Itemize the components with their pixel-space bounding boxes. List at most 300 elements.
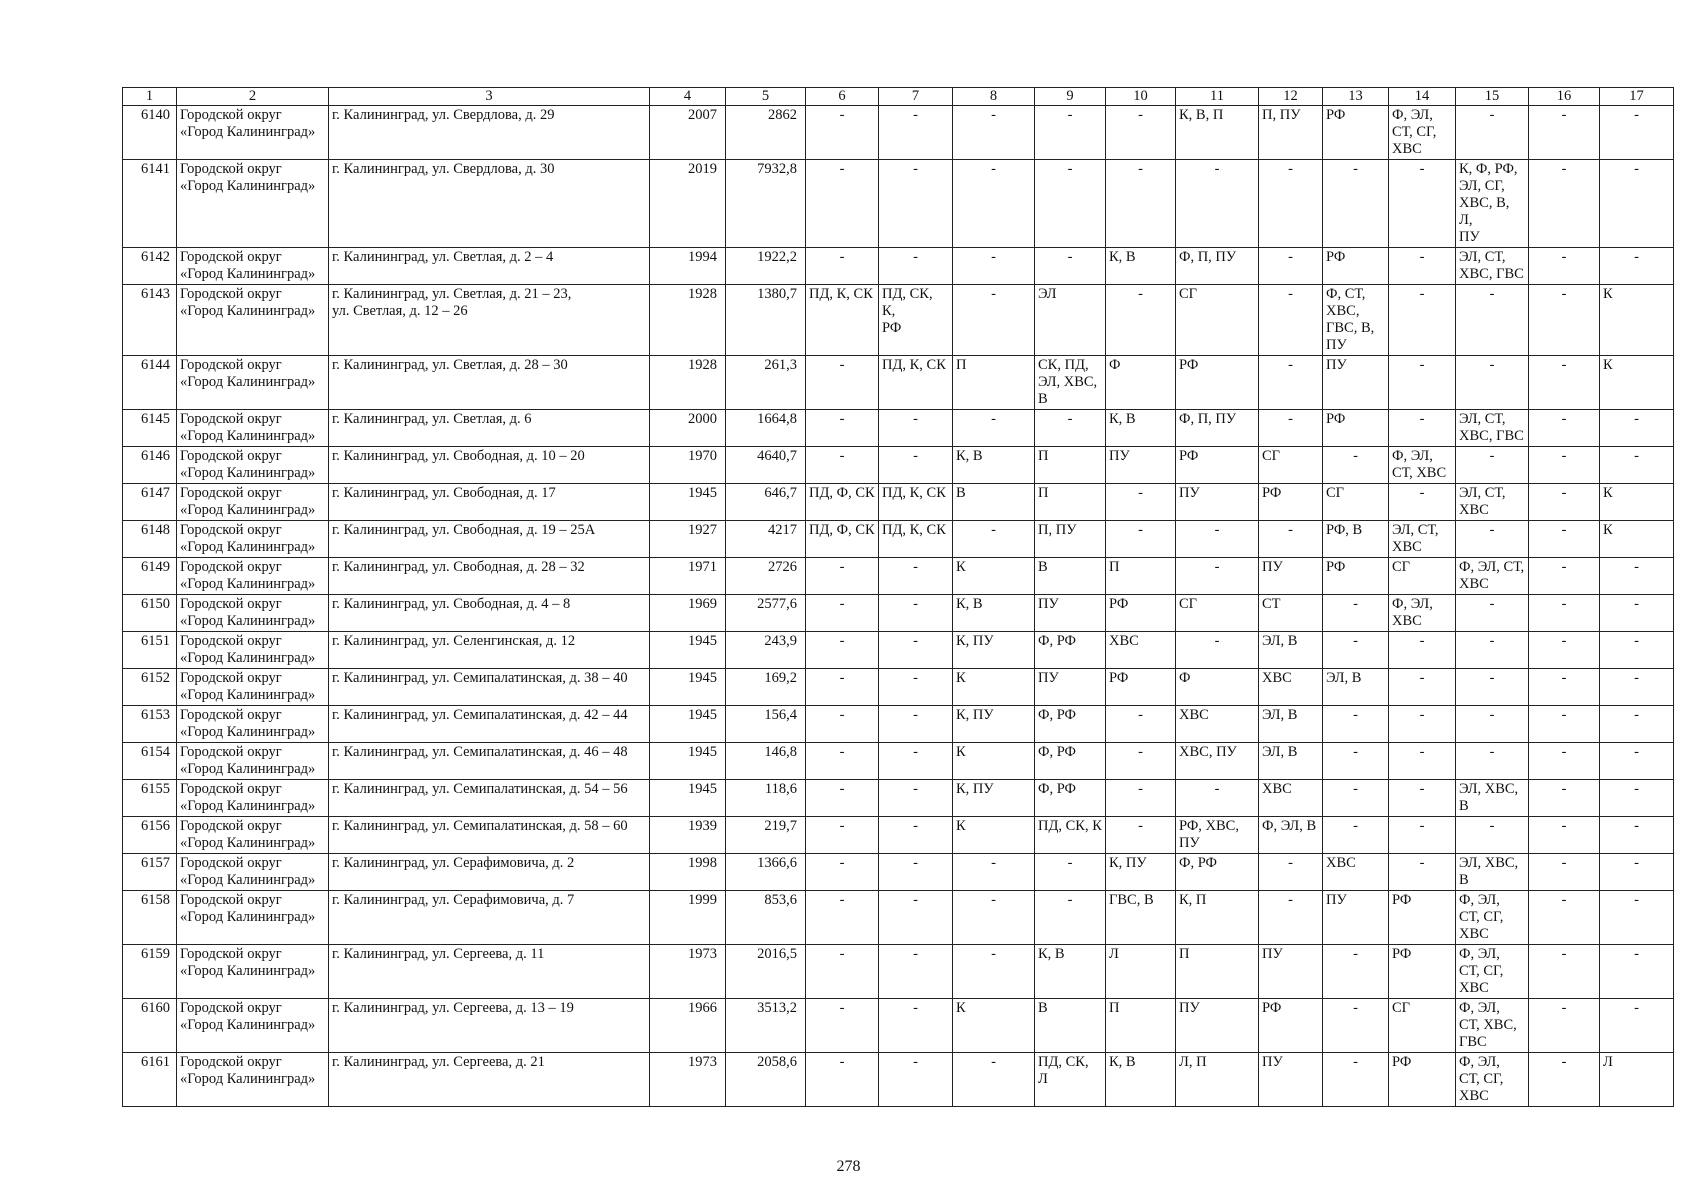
table-cell: - [879,595,953,632]
table-cell: г. Калининград, ул. Сергеева, д. 11 [329,945,650,999]
table-cell: - [1600,632,1674,669]
table-cell: г. Калининград, ул. Светлая, д. 2 – 4 [329,248,650,285]
table-cell: - [1600,595,1674,632]
registry-table [122,87,1674,1107]
table-cell: ХВС [1323,854,1389,891]
table-cell: СГ [1389,558,1456,595]
table-cell: - [1323,780,1389,817]
table-cell: - [1259,248,1323,285]
table-cell: 853,6 [726,891,806,945]
table-cell: - [879,891,953,945]
table-cell: СГ [1176,595,1259,632]
table-cell: - [1323,817,1389,854]
table-cell: - [1529,632,1600,669]
table-cell: - [1529,285,1600,356]
table-cell: г. Калининград, ул. Светлая, д. 21 – 23, ул. Светлая, д. 12 – 26 [329,285,650,356]
table-cell: РФ [1259,999,1323,1053]
table-cell: К [1600,285,1674,356]
table-cell: г. Калининград, ул. Селенгинская, д. 12 [329,632,650,669]
table-cell: 1945 [650,632,726,669]
table-cell: - [806,410,879,447]
table-cell: - [879,632,953,669]
table-cell: - [1529,706,1600,743]
table-cell: К, В [953,595,1035,632]
table-cell: 243,9 [726,632,806,669]
table-cell: 1927 [650,521,726,558]
table-cell: Ф, П, ПУ [1176,410,1259,447]
table-cell: П [1176,945,1259,999]
table-cell: - [806,447,879,484]
table-cell: - [879,410,953,447]
table-cell: ГВС, В [1106,891,1176,945]
table-row [123,558,1674,595]
table-cell: РФ [1176,447,1259,484]
column-header: 10 [1106,88,1176,106]
table-cell: - [1529,106,1600,160]
table-cell: Городской округ «Город Калининград» [177,248,329,285]
table-cell: г. Калининград, ул. Свободная, д. 4 – 8 [329,595,650,632]
table-cell: 1973 [650,945,726,999]
table-cell: 1998 [650,854,726,891]
table-cell: - [1106,106,1176,160]
table-cell: 1922,2 [726,248,806,285]
table-cell: Ф, ЭЛ, СТ, ХВС [1456,558,1529,595]
table-cell: СГ [1323,484,1389,521]
table-cell: - [1389,410,1456,447]
table-cell: РФ [1323,558,1389,595]
table-cell: - [1389,854,1456,891]
table-cell: ЭЛ, СТ, ХВС [1389,521,1456,558]
table-cell: 1945 [650,743,726,780]
table-cell: - [953,160,1035,248]
column-header: 3 [329,88,650,106]
table-cell: - [1176,780,1259,817]
table-cell: 6150 [123,595,177,632]
column-header: 11 [1176,88,1259,106]
table-cell: - [1035,854,1106,891]
table-cell: г. Калининград, ул. Свободная, д. 28 – 32 [329,558,650,595]
column-header: 15 [1456,88,1529,106]
table-cell: РФ [1176,356,1259,410]
table-row [123,743,1674,780]
table-row [123,817,1674,854]
table-cell: - [1600,817,1674,854]
table-cell: - [806,706,879,743]
table-row [123,669,1674,706]
table-cell: П [953,356,1035,410]
table-cell: Городской округ «Город Калининград» [177,743,329,780]
table-cell: Ф, РФ [1035,780,1106,817]
table-cell: Ф, ЭЛ, ХВС [1389,595,1456,632]
table-cell: Л [1600,1053,1674,1107]
table-cell: - [1323,999,1389,1053]
table-cell: 4640,7 [726,447,806,484]
table-row [123,484,1674,521]
table-cell: 6152 [123,669,177,706]
table-cell: К, ПУ [953,632,1035,669]
table-cell: Городской округ «Город Калининград» [177,285,329,356]
table-cell: 2577,6 [726,595,806,632]
table-cell: К [1600,521,1674,558]
table-cell: - [1529,447,1600,484]
table-cell: - [1456,447,1529,484]
table-row [123,1053,1674,1107]
table-cell: Ф, РФ [1035,743,1106,780]
column-header: 1 [123,88,177,106]
table-cell: Ф, РФ [1176,854,1259,891]
table-header [123,88,1674,106]
table-cell: 1966 [650,999,726,1053]
table-row [123,160,1674,248]
table-cell: Ф, ЭЛ, СТ, СГ, ХВС [1456,945,1529,999]
table-cell: ПУ [1259,945,1323,999]
table-cell: - [1259,854,1323,891]
table-cell: - [806,106,879,160]
table-cell: Городской округ «Город Калининград» [177,854,329,891]
table-cell: г. Калининград, ул. Светлая, д. 28 – 30 [329,356,650,410]
table-cell: П [1035,484,1106,521]
table-cell: Ф [1176,669,1259,706]
table-cell: - [879,106,953,160]
table-cell: ПД, Ф, СК [806,484,879,521]
table-cell: - [1529,595,1600,632]
table-row [123,780,1674,817]
table-cell: Городской округ «Город Калининград» [177,558,329,595]
table-cell: ЭЛ, В [1259,632,1323,669]
table-cell: К, В [1106,248,1176,285]
table-cell: К [953,999,1035,1053]
table-cell: К [953,558,1035,595]
table-cell: К, В [1106,410,1176,447]
table-cell: - [1176,558,1259,595]
table-cell: Городской округ «Город Калининград» [177,1053,329,1107]
table-cell: г. Калининград, ул. Свободная, д. 19 – 25А [329,521,650,558]
table-cell: РФ [1323,410,1389,447]
table-cell: 6141 [123,160,177,248]
column-header: 2 [177,88,329,106]
table-cell: Городской округ «Город Калининград» [177,410,329,447]
table-cell: ПД, Ф, СК [806,521,879,558]
table-cell: - [1323,595,1389,632]
table-cell: 1664,8 [726,410,806,447]
table-cell: РФ [1389,891,1456,945]
table-cell: К, Ф, РФ, ЭЛ, СГ, ХВС, В, Л, ПУ [1456,160,1529,248]
table-cell: Городской округ «Город Калининград» [177,891,329,945]
table-cell: ЭЛ, В [1259,706,1323,743]
table-cell: Л, П [1176,1053,1259,1107]
table-cell: - [1529,558,1600,595]
table-cell: Городской округ «Город Калининград» [177,356,329,410]
table-cell: 6151 [123,632,177,669]
table-cell: - [1529,817,1600,854]
table-cell: 646,7 [726,484,806,521]
table-cell: - [879,447,953,484]
table-cell: РФ, В [1323,521,1389,558]
table-row [123,999,1674,1053]
table-cell: - [1600,945,1674,999]
table-cell: - [1529,669,1600,706]
table-cell: Ф, РФ [1035,706,1106,743]
table-cell: 6144 [123,356,177,410]
table-cell: К, В [953,447,1035,484]
table-cell: - [953,521,1035,558]
table-cell: - [1323,743,1389,780]
table-cell: ХВС [1259,669,1323,706]
table-cell: - [879,160,953,248]
table-cell: К, ПУ [1106,854,1176,891]
table-cell: - [1389,817,1456,854]
table-cell: 6147 [123,484,177,521]
table-cell: г. Калининград, ул. Сергеева, д. 21 [329,1053,650,1107]
table-cell: ХВС [1176,706,1259,743]
table-cell: г. Калининград, ул. Семипалатинская, д. 58 – 60 [329,817,650,854]
table-cell: - [953,106,1035,160]
table-cell: - [1035,160,1106,248]
table-cell: - [953,410,1035,447]
table-cell: - [806,1053,879,1107]
table-cell: - [1456,743,1529,780]
column-header: 9 [1035,88,1106,106]
table-cell: 1366,6 [726,854,806,891]
table-cell: 219,7 [726,817,806,854]
table-cell: - [806,817,879,854]
table-cell: - [879,706,953,743]
table-cell: ПД, К, СК [879,484,953,521]
table-cell: 2058,6 [726,1053,806,1107]
table-cell: - [1600,743,1674,780]
table-cell: - [806,632,879,669]
table-cell: - [1389,743,1456,780]
table-cell: - [1600,780,1674,817]
table-cell: 146,8 [726,743,806,780]
table-cell: РФ [1259,484,1323,521]
table-cell: - [1529,410,1600,447]
table-cell: ХВС, ПУ [1176,743,1259,780]
table-cell: - [1600,410,1674,447]
table-cell: г. Калининград, ул. Сергеева, д. 13 – 19 [329,999,650,1053]
table-cell: К [1600,356,1674,410]
table-cell: г. Калининград, ул. Свердлова, д. 30 [329,160,650,248]
table-row [123,356,1674,410]
table-cell: - [806,945,879,999]
table-cell: - [1176,632,1259,669]
table-cell: - [1529,160,1600,248]
table-cell: - [1529,999,1600,1053]
table-cell: 6153 [123,706,177,743]
table-cell: - [1259,521,1323,558]
table-cell: П, ПУ [1035,521,1106,558]
table-cell: ПД, К, СК [806,285,879,356]
table-cell: 6149 [123,558,177,595]
table-cell: - [1176,160,1259,248]
table-cell: 2019 [650,160,726,248]
table-cell: 3513,2 [726,999,806,1053]
table-cell: ЭЛ, СТ, ХВС, ГВС [1456,410,1529,447]
table-cell: РФ [1389,1053,1456,1107]
column-header: 12 [1259,88,1323,106]
table-cell: Ф [1106,356,1176,410]
table-row [123,410,1674,447]
table-cell: ПД, СК, К, РФ [879,285,953,356]
table-cell: г. Калининград, ул. Семипалатинская, д. 46 – 48 [329,743,650,780]
table-cell: - [879,945,953,999]
table-cell: 1969 [650,595,726,632]
table-cell: - [1456,356,1529,410]
table-cell: - [879,743,953,780]
table-cell: г. Калининград, ул. Семипалатинская, д. 54 – 56 [329,780,650,817]
table-cell: - [1389,160,1456,248]
table-cell: ЭЛ [1035,285,1106,356]
table-cell: 1945 [650,484,726,521]
table-cell: 1970 [650,447,726,484]
table-cell: ЭЛ, В [1259,743,1323,780]
table-cell: ПУ [1323,356,1389,410]
column-header: 14 [1389,88,1456,106]
table-cell: - [1456,521,1529,558]
table-cell: 6143 [123,285,177,356]
table-cell: - [1259,410,1323,447]
table-cell: - [1389,669,1456,706]
table-cell: ПД, К, СК [879,356,953,410]
table-cell: 4217 [726,521,806,558]
table-row [123,891,1674,945]
table-cell: 2007 [650,106,726,160]
table-cell: Городской округ «Город Калининград» [177,999,329,1053]
table-cell: ХВС [1259,780,1323,817]
table-cell: Городской округ «Город Калининград» [177,669,329,706]
table-row [123,854,1674,891]
table-cell: ПУ [1259,1053,1323,1107]
table-cell: - [1259,160,1323,248]
table-cell: 6148 [123,521,177,558]
table-cell: К, В [1106,1053,1176,1107]
table-cell: - [1600,447,1674,484]
table-cell: Городской округ «Город Калининград» [177,780,329,817]
table-cell: - [1600,248,1674,285]
table-cell: 1973 [650,1053,726,1107]
table-cell: - [879,669,953,706]
table-cell: - [806,780,879,817]
table-cell: - [806,854,879,891]
table-cell: - [879,558,953,595]
table-cell: Городской округ «Город Калининград» [177,521,329,558]
table-cell: Ф, П, ПУ [1176,248,1259,285]
table-cell: - [1323,1053,1389,1107]
table-cell: - [1176,521,1259,558]
table-cell: - [1600,891,1674,945]
table-cell: 1380,7 [726,285,806,356]
table-cell: В [1035,999,1106,1053]
table-cell: - [1035,106,1106,160]
table-cell: 6159 [123,945,177,999]
table-cell: г. Калининград, ул. Семипалатинская, д. 38 – 40 [329,669,650,706]
table-cell: - [1600,558,1674,595]
table-cell: 6161 [123,1053,177,1107]
table-cell: - [1600,106,1674,160]
table-cell: - [1259,285,1323,356]
table-cell: К, ПУ [953,780,1035,817]
table-cell: г. Калининград, ул. Серафимовича, д. 2 [329,854,650,891]
table-row [123,106,1674,160]
table-row [123,632,1674,669]
table-cell: - [1600,160,1674,248]
table-cell: - [1529,743,1600,780]
table-cell: 1945 [650,780,726,817]
table-cell: 118,6 [726,780,806,817]
table-cell: Ф, ЭЛ, В [1259,817,1323,854]
table-cell: г. Калининград, ул. Свердлова, д. 29 [329,106,650,160]
table-cell: - [1323,160,1389,248]
table-cell: РФ [1323,106,1389,160]
table-cell: - [1323,945,1389,999]
table-cell: ПУ [1176,999,1259,1053]
table-cell: ПУ [1176,484,1259,521]
table-cell: ПУ [1035,595,1106,632]
table-row [123,521,1674,558]
table-cell: Городской округ «Город Калининград» [177,945,329,999]
table-cell: - [1389,780,1456,817]
table-cell: 261,3 [726,356,806,410]
table-cell: П, ПУ [1259,106,1323,160]
table-cell: В [1035,558,1106,595]
column-header: 16 [1529,88,1600,106]
table-cell: 2726 [726,558,806,595]
table-cell: 6154 [123,743,177,780]
table-cell: - [1106,521,1176,558]
table-cell: Городской округ «Город Калининград» [177,484,329,521]
table-cell: СГ [1389,999,1456,1053]
table-cell: - [1529,248,1600,285]
table-row [123,285,1674,356]
column-header: 17 [1600,88,1674,106]
table-cell: ПУ [1035,669,1106,706]
table-cell: - [1106,484,1176,521]
table-cell: ЭЛ, ХВС, В [1456,854,1529,891]
table-row [123,945,1674,999]
table-cell: г. Калининград, ул. Свободная, д. 17 [329,484,650,521]
table-cell: - [1323,706,1389,743]
table-cell: - [1035,410,1106,447]
table-cell: ПУ [1106,447,1176,484]
table-cell: - [806,891,879,945]
table-cell: К, В [1035,945,1106,999]
table-cell: 6155 [123,780,177,817]
table-cell: - [1529,780,1600,817]
table-cell: ЭЛ, В [1323,669,1389,706]
table-cell: К, В, П [1176,106,1259,160]
column-header: 5 [726,88,806,106]
table-cell: - [806,999,879,1053]
table-cell: ЭЛ, СТ, ХВС, ГВС [1456,248,1529,285]
table-cell: - [806,669,879,706]
table-cell: 6146 [123,447,177,484]
table-cell: Городской округ «Город Калининград» [177,595,329,632]
table-cell: - [1389,706,1456,743]
table-cell: РФ, ХВС, ПУ [1176,817,1259,854]
table-cell: ПУ [1323,891,1389,945]
table-cell: - [1323,632,1389,669]
table-cell: РФ [1389,945,1456,999]
table-cell: - [1529,854,1600,891]
table-cell: ПД, К, СК [879,521,953,558]
table-cell: - [1035,248,1106,285]
table-cell: - [953,1053,1035,1107]
column-header: 7 [879,88,953,106]
table-cell: - [1529,891,1600,945]
table-cell: - [1389,285,1456,356]
table-cell: 2000 [650,410,726,447]
table-cell: Городской округ «Город Калининград» [177,632,329,669]
